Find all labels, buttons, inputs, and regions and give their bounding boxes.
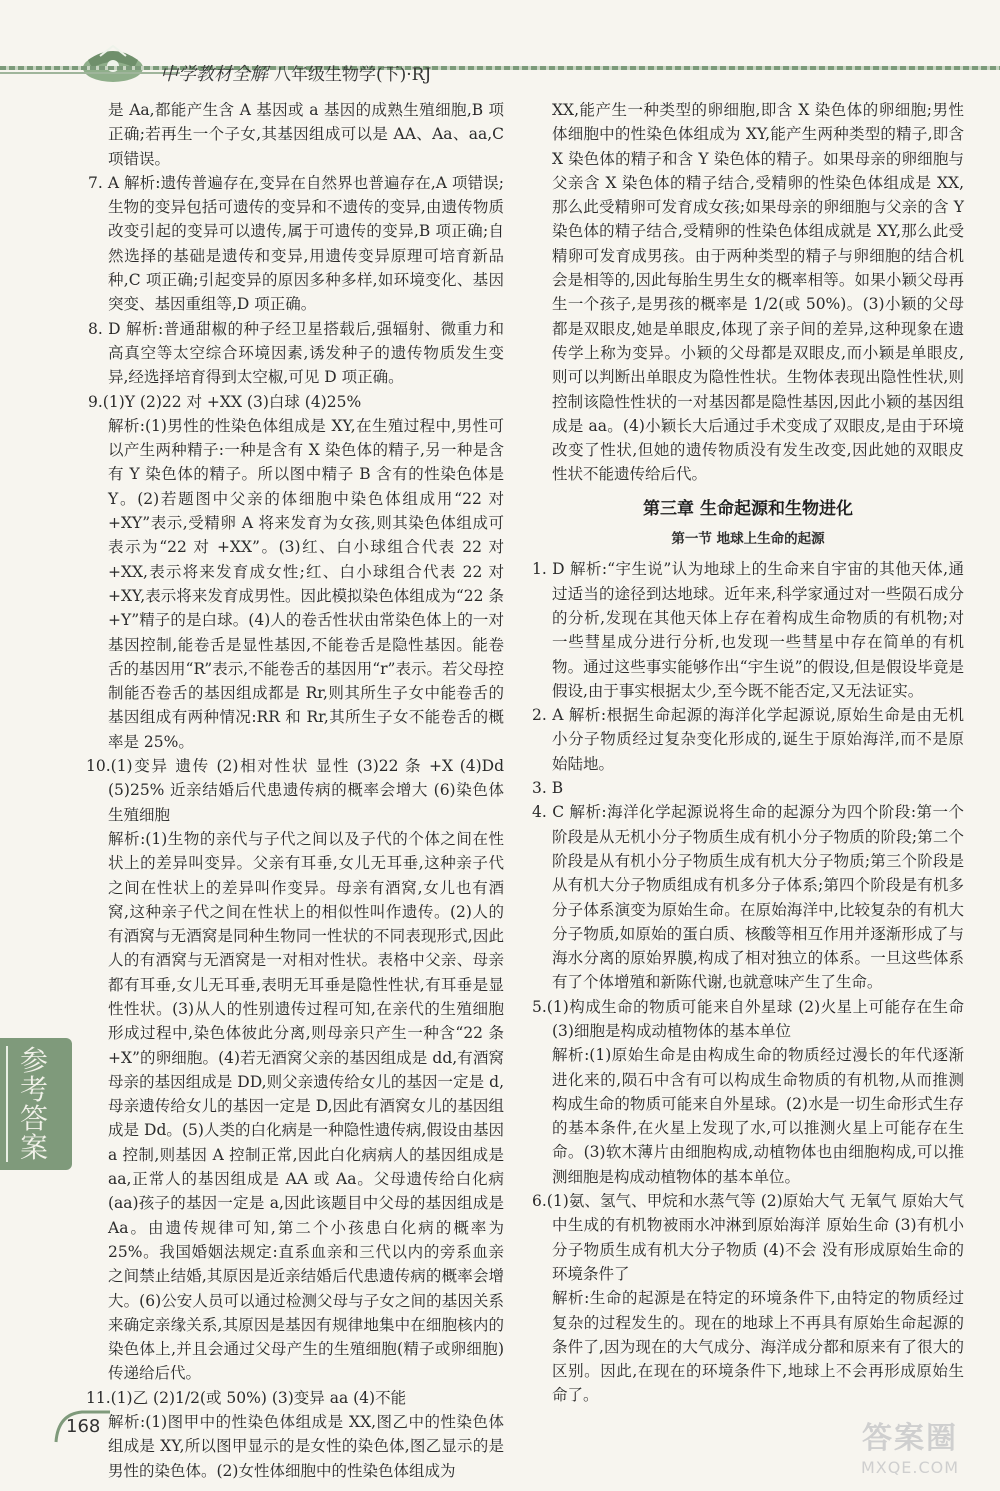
answer-paragraph: 2. A 解析:根据生命起源的海洋化学起源说,原始生命是由无机小分子物质经过复杂变化形成的,诞生于原始海洋,而不是原始陆地。 <box>532 706 964 773</box>
answer-paragraph: 11.(1)乙 (2)1/2(或 50%) (3)变异 aa (4)不能 <box>86 1388 407 1407</box>
answer-paragraph: 是 Aa,都能产生含 A 基因或 a 基因的成熟生殖细胞,B 项正确;若再生一个子女,其基因组成可以是 AA、Aa、aa,C 项错误。 <box>108 101 504 168</box>
side-tab-answers <box>0 1038 72 1170</box>
side-tab-rule <box>6 1046 8 1162</box>
header-rule-short <box>0 72 180 74</box>
book-logo-icon <box>78 38 148 86</box>
answer-paragraph: 1. D 解析:“宇生说”认为地球上的生命来自宇宙的其他天体,通过适当的途径到达地球。近年来,科学家通过对一些陨石成分的分析,发现在其他天体上存在着构成生命物质的有机物;对一些彗星成分进行分析,也发现一些彗星中存在简单的有机物。通过这些事实能够作出“宇生说”的假设,但是假设毕竟是假设,由于事实根据太少,至今既不能否定,又无法证实。 <box>532 560 964 700</box>
right-column <box>532 98 964 1408</box>
site-watermark <box>830 1420 990 1486</box>
answer-paragraph: XX,能产生一种类型的卵细胞,即含 X 染色体的卵细胞;男性体细胞中的性染色体组成为 XY,能产生两种类型的精子,即含 X 染色体的精子和含 Y 染色体的精子。如果母亲的卵细胞与父亲含 X 染色体的精子结合,受精卵的性染色体组成是 XX,那么此受精卵可发育成女孩;如果母亲的卵细胞与父亲的含 Y 染色体的精子结合,受精卵的性染色体组成就是 XY,那么此受精卵可发育成男孩。由于两种类型的精子与卵细胞的结合机会是相等的,因此每胎生男生女的概率相等。如果小颖父母再生一个孩子,是男孩的概率是 1/2(或 50%)。(3)小颖的父母都是双眼皮,她是单眼皮,体现了亲子间的差异,这种现象在遗传学上称为变异。小颖的父母都是双眼皮,而小颖是单眼皮,则可以判断出单眼皮为隐性性状。生物体表现出隐性性状,则控制该隐性性状的一对基因都是隐性基因,因此小颖的基因组成是 aa。(4)小颖长大后通过手术变成了双眼皮,是由于环境改变了性状,但她的遗传物质没有发生改变,因此她的双眼皮性状不能遗传给后代。 <box>552 101 964 484</box>
book-subtitle: 八年级生物学(下)·RJ <box>274 65 432 85</box>
answer-paragraph: 7. A 解析:遗传普遍存在,变异在自然界也普遍存在,A 项错误;生物的变异包括可遗传的变异和不遗传的变异,由遗传物质改变引起的变异可以遗传,属于可遗传的变异,B 项正确;自然选择的基础是遗传和变异,用遗传变异原理可培育新品种,C 项正确;引起变异的原因多种多样,如环境变化、基因突变、基因重组等,D 项正确。 <box>88 173 504 314</box>
section-title: 第一节 地球上生命的起源 <box>671 531 825 548</box>
answer-paragraph: 解析:(1)男性的性染色体组成是 XY,在生殖过程中,男性可以产生两种精子:一种是含有 X 染色体的精子,另一种是含有 Y 染色体的精子。所以图中精子 B 含有的性染色体是 Y。(2)若题图中父亲的体细胞中染色体组成用“22 对 +XY”表示,受精卵 A 将来发育为女孩,则其染色体组成可表示为“22 对 +XX”。(3)红、白小球组合代表 22 对 +XX,表示将来发育成女性;红、白小球组合代表 22 对 +XY,表示将来发育成男性。因此模拟染色体组成为“22 条 +Y”精子的是白球。(4)人的卷舌性状由常染色体上的一对基因控制,能卷舌是显性基因,不能卷舌是隐性基因。能卷舌的基因用“R”表示,不能卷舌的基因用“r”表示。若父母控制能否卷舌的基因组成都是 Rr,则其所生子女中能卷舌的基因组成有两种情况:RR 和 Rr,其所生子女不能卷舌的概率是 25%。 <box>108 416 504 751</box>
right-column-bottom <box>532 557 964 1407</box>
header-rule <box>0 66 1000 70</box>
answer-paragraph: 解析:生命的起源是在特定的环境条件下,由特定的物质经过复杂的过程发生的。现在的地球上不再具有原始生命起源的条件了,因为现在的大气成分、海洋成分都和原来有了很大的区别。因此,在现在的环境条件下,地球上不会再形成原始生命了。 <box>552 1289 964 1405</box>
answer-paragraph: 3. B <box>532 779 564 798</box>
book-title-main: 中学教材全解 <box>160 64 268 85</box>
book-title <box>160 60 431 86</box>
answer-paragraph: 4. C 解析:海洋化学起源说将生命的起源分为四个阶段:第一个阶段是从无机小分子物质生成有机小分子物质的阶段;第二个阶段是从有机小分子物质生成有机大分子物质;第三个阶段是从有机大分子物质组成有机多分子体系;第四个阶段是有机多分子体系演变为原始生命。在原始海洋中,比较复杂的有机大分子物质,如原始的蛋白质、核酸等相互作用并逐渐形成了与海水分离的原始界膜,构成了相对独立的体系。一旦这些体系有了个体增殖和新陈代谢,也就意味产生了生命。 <box>532 803 964 992</box>
answer-paragraph: 9.(1)Y (2)22 对 +XX (3)白球 (4)25% <box>88 392 362 411</box>
answer-paragraph: 6.(1)氨、氢气、甲烷和水蒸气等 (2)原始大气 无氧气 原始大气中生成的有机物被雨水冲淋到原始海洋 原始生命 (3)有机小分子物质生成有机大分子物质 (4)不会 没有形成原始生命的环境条件了 <box>532 1192 964 1283</box>
answer-paragraph: 解析:(1)生物的亲代与子代之间以及子代的个体之间在性状上的差异叫变异。父亲有耳垂,女儿无耳垂,这种亲子代之间在性状上的差异叫作变异。母亲有酒窝,女儿也有酒窝,这种亲子代之间在性状上的相似性叫作遗传。(2)人的有酒窝与无酒窝是同种生物同一性状的不同表现形式,因此人的有酒窝与无酒窝是一对相对性状。表格中父亲、母亲都有耳垂,女儿无耳垂,表明无耳垂是隐性性状,有耳垂是显性性状。(3)从人的性别遗传过程可知,在亲代的生殖细胞形成过程中,染色体彼此分离,则母亲只产生一种含“22 条 +X”的卵细胞。(4)若无酒窝父亲的基因组成是 dd,有酒窝母亲的基因组成是 DD,则父亲遗传给女儿的基因一定是 d,母亲遗传给女儿的基因一定是 D,因此有酒窝女儿的基因组成是 Dd。(5)人类的白化病是一种隐性遗传病,假设由基因 a 控制,则基因 A 控制正常,因此白化病病人的基因组成是 aa,正常人的基因组成是 AA 或 Aa。父母遗传给白化病(aa)孩子的基因一定是 a,因此该题目中父母的基因组成是 Aa。由遗传规律可知,第二个小孩患白化病的概率为 25%。我国婚姻法规定:直系血亲和三代以内的旁系血亲之间禁止结婚,其原因是近亲结婚后代患遗传病的概率会增大。(6)公安人员可以通过检测父母与子女之间的基因关系来确定亲缘关系,其原因是基因有规律地集中在细胞核内的染色体上,并且会通过父母产生的生殖细胞(精子或卵细胞)传递给后代。 <box>108 829 504 1383</box>
watermark-url: MXQE.COM <box>860 1458 960 1477</box>
page-number-badge <box>52 1410 112 1444</box>
left-column <box>88 98 504 1483</box>
right-column-top <box>532 98 964 487</box>
answer-paragraph: 8. D 解析:普通甜椒的种子经卫星搭载后,强辐射、微重力和高真空等太空综合环境因素,诱发种子的遗传物质发生变异,经选择培育得到太空椒,可见 D 项正确。 <box>88 319 504 387</box>
page-header <box>0 0 1000 100</box>
page-number: 168 <box>66 1416 101 1437</box>
answer-paragraph: 10.(1)变异 遗传 (2)相对性状 显性 (3)22 条 +X (4)Dd (5)25% 近亲结婚后代患遗传病的概率会增大 (6)染色体 生殖细胞 <box>86 757 504 824</box>
side-tab-label: 参考答案 <box>19 1044 48 1164</box>
answer-paragraph: 解析:(1)图甲中的性染色体组成是 XX,图乙中的性染色体组成是 XY,所以图甲显示的是女性的染色体,图乙显示的是男性的染色体。(2)女性体细胞中的性染色体组成为 <box>108 1413 504 1480</box>
chapter-title: 第三章 生命起源和生物进化 <box>643 498 853 519</box>
answer-paragraph: 解析:(1)原始生命是由构成生命的物质经过漫长的年代逐渐进化来的,陨石中含有可以构成生命物质的有机物,从而推测构成生命的物质可能来自外星球。(2)水是一切生命形式生存的基本条件,在火星上发现了水,可以推测火星上可能存在生命。(3)软木薄片由细胞构成,动植物体也由细胞构成,可以推测细胞是构成动植物体的基本单位。 <box>552 1046 964 1186</box>
answer-paragraph: 5.(1)构成生命的物质可能来自外星球 (2)火星上可能存在生命 (3)细胞是构成动植物体的基本单位 <box>532 997 964 1040</box>
watermark-title: 答案圈 <box>862 1421 958 1456</box>
